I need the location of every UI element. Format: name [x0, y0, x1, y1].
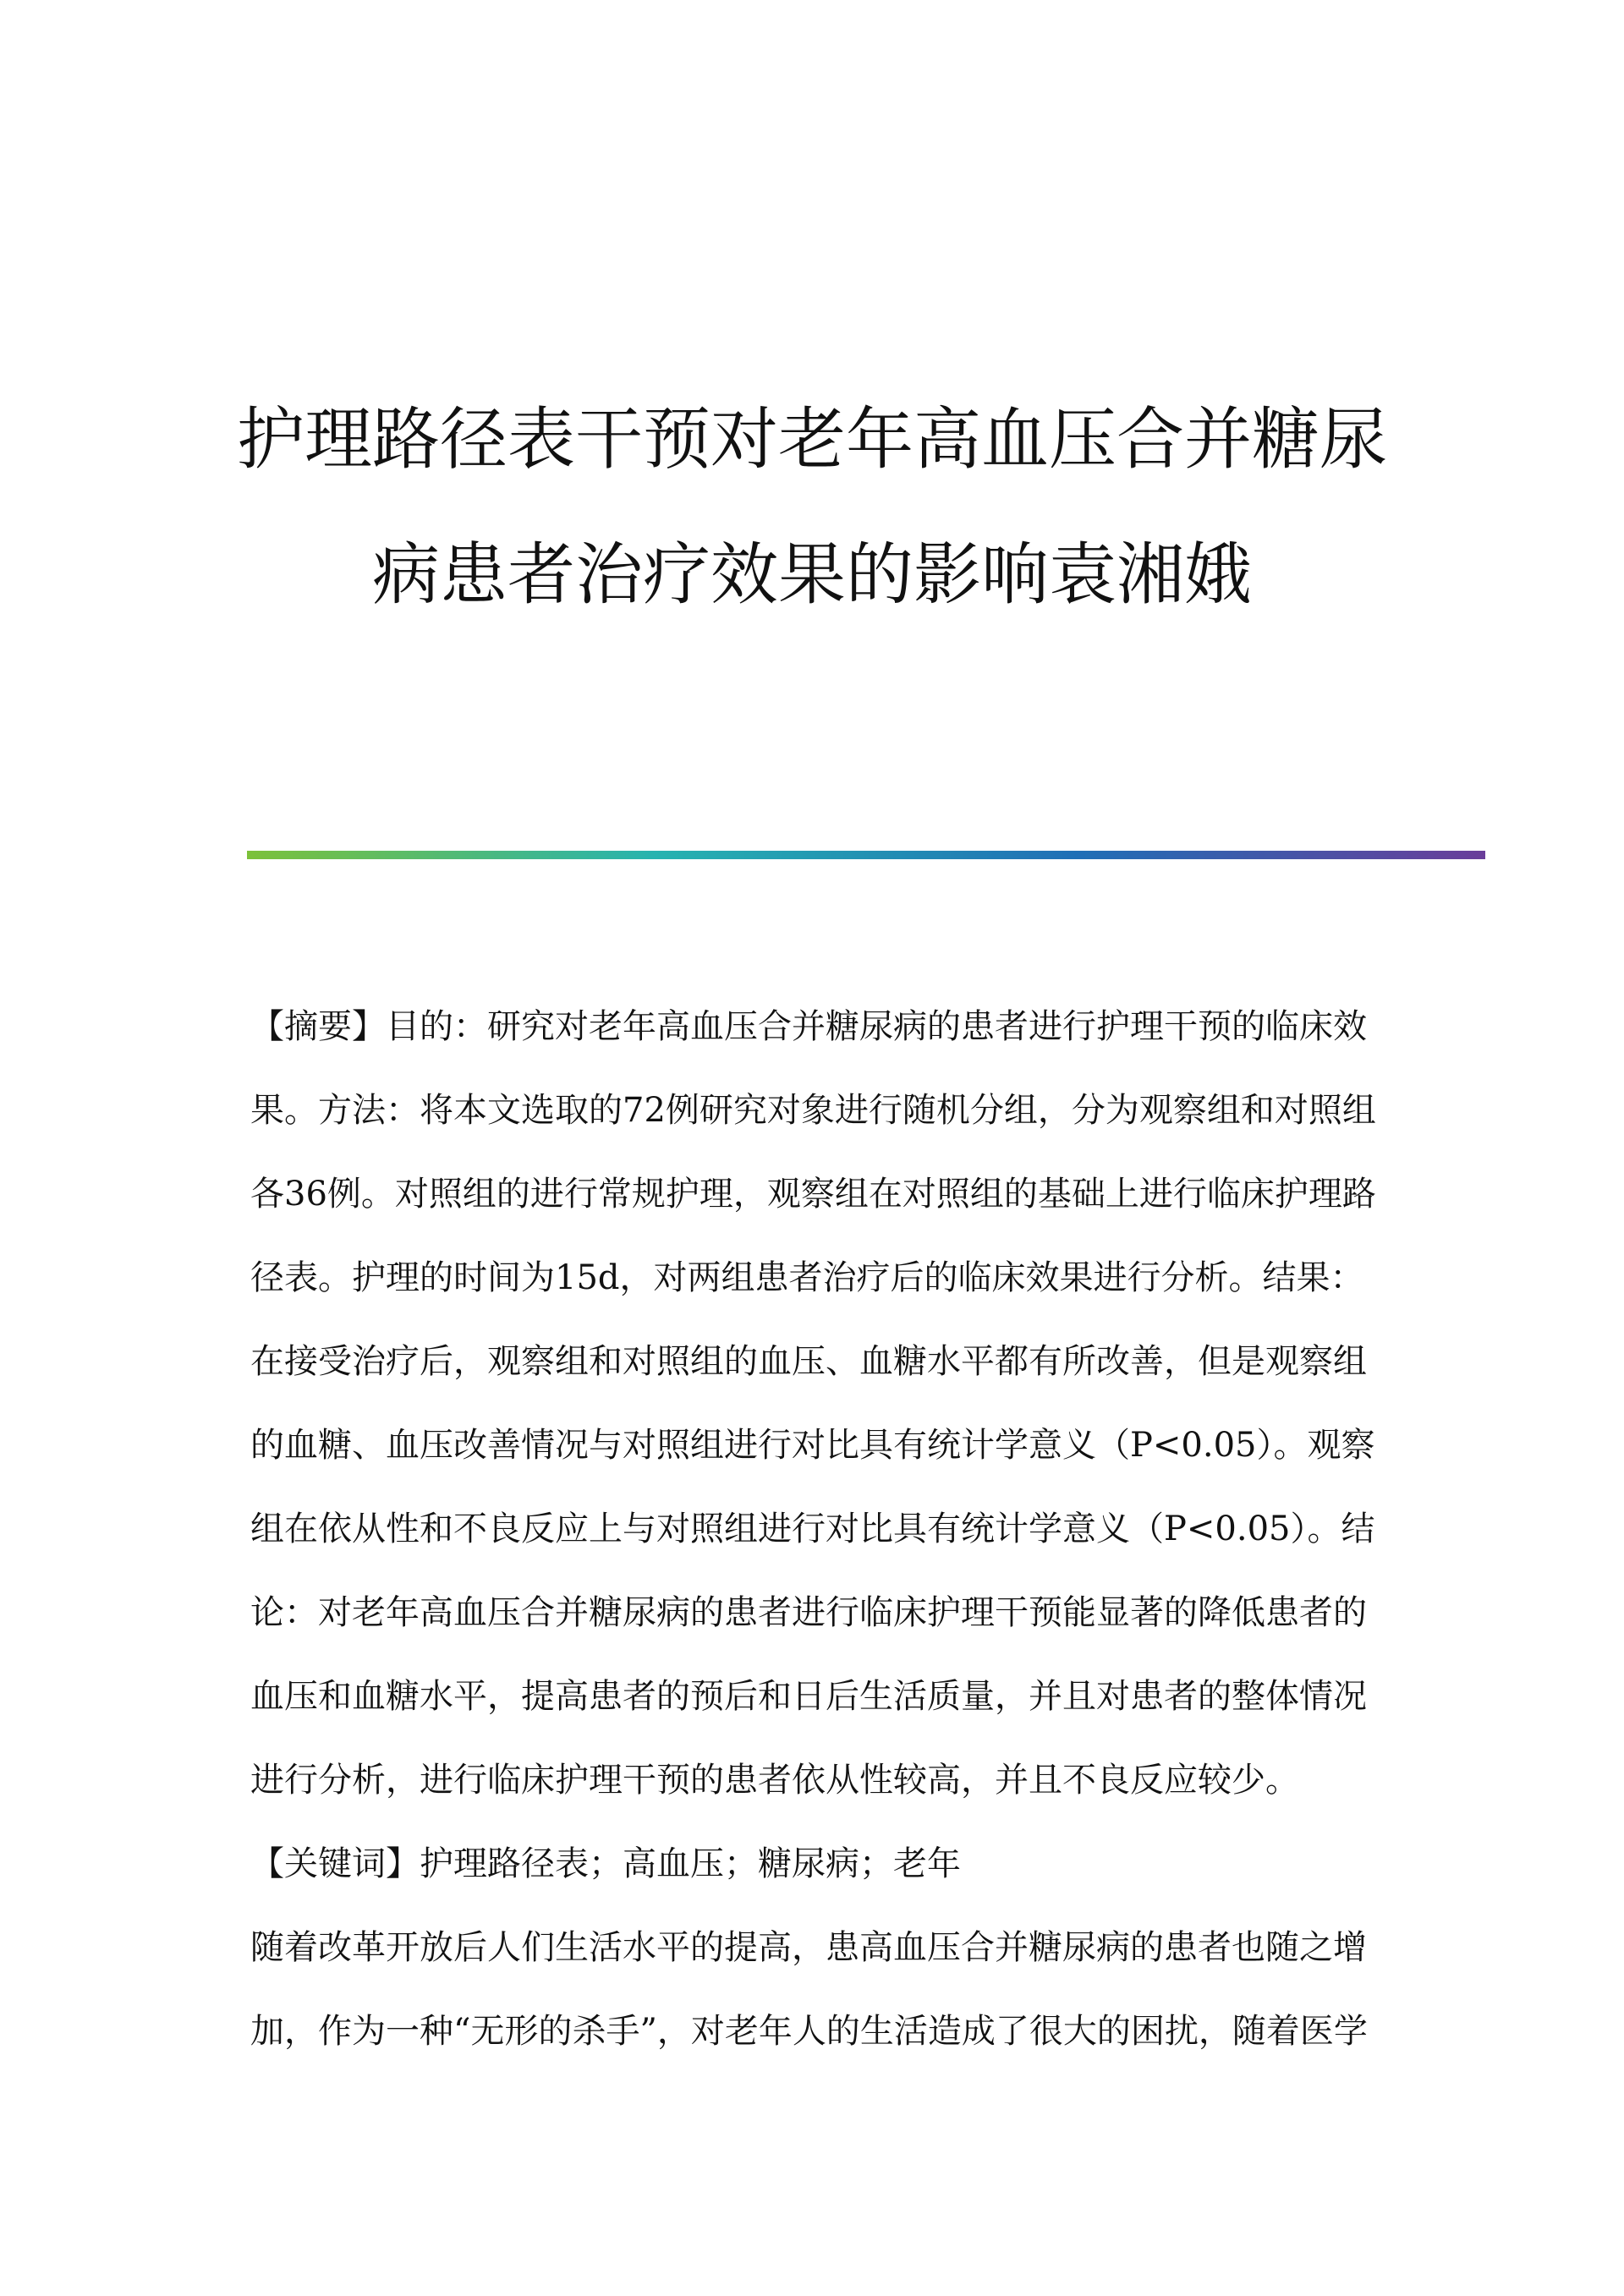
abstract-label: 【摘要】 [250, 1007, 386, 1046]
keywords-label: 【关键词】 [250, 1844, 420, 1883]
title-line-1: 护理路径表干预对老年高血压合并糖尿 [237, 400, 1387, 479]
intro-paragraph [250, 1906, 1377, 2074]
intro-text: 随着改革开放后人们生活水平的提高，患高血压合并糖尿病的患者也随之增加，作为一种“无形的杀手”，对老年人的生活造成了很大的困扰，随着医学 [250, 1928, 1368, 2051]
gradient-divider [247, 851, 1485, 859]
abstract-paragraph [250, 985, 1377, 1822]
keywords-paragraph [250, 1822, 1377, 1906]
document-body [250, 985, 1377, 2074]
document-title [0, 372, 1624, 643]
title-line-2: 病患者治疗效果的影响袁湘娥 [372, 535, 1252, 614]
keywords-text: 护理路径表；高血压；糖尿病；老年 [420, 1844, 961, 1883]
abstract-text: 目的：研究对老年高血压合并糖尿病的患者进行护理干预的临床效果。方法：将本文选取的72例研究对象进行随机分组，分为观察组和对照组各36例。对照组的进行常规护理，观察组在对照组的基础上进行临床护理路径表。护理的时间为15d，对两组患者治疗后的临床效果进行分析。结果：在接受治疗后，观察组和对照组的血压、血糖水平都有所改善，但是观察组的血糖、血压改善情况与对照组进行对比具有统计学意义（P<0.05）。观察组在依从性和不良反应上与对照组进行对比具有统计学意义（P<0.05）。结论：对老年高血压合并糖尿病的患者进行临床护理干预能显著的降低患者的血压和血糖水平，提高患者的预后和日后生活质量，并且对患者的整体情况进行分析，进行临床护理干预的患者依从性较高，并且不良反应较少。 [250, 1007, 1376, 1800]
